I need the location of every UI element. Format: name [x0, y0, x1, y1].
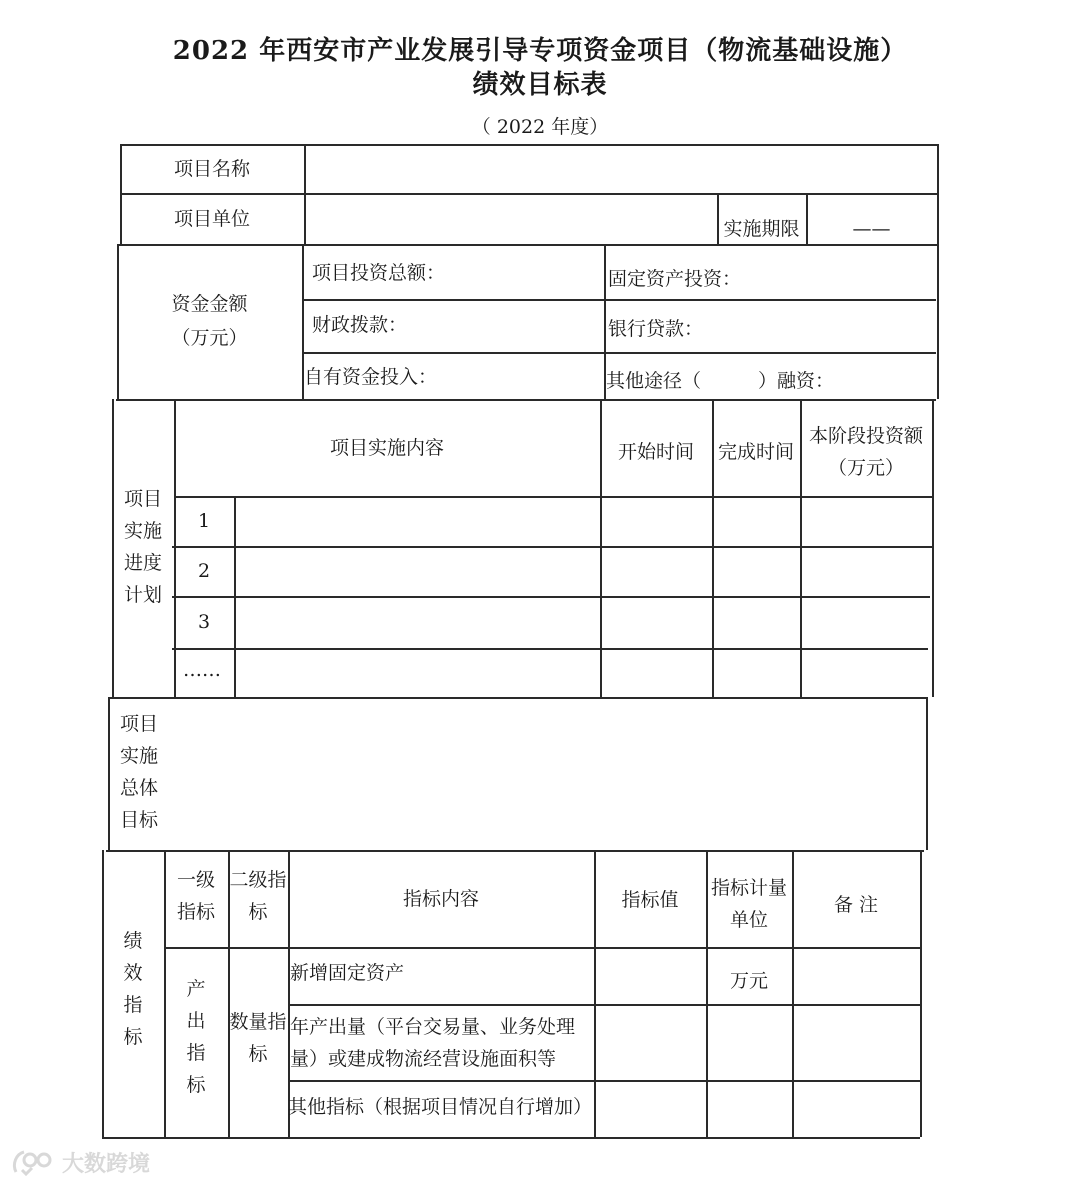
project-name-label: 项目名称: [173, 157, 250, 180]
document-year: （ 2022 年度）: [471, 116, 609, 138]
indicator-annual-output-line2: 量）或建成物流经营设施面积等: [290, 1048, 557, 1070]
start-time-header: 开始时间: [617, 441, 694, 463]
indicator-other: 其他指标（根据项目情况自行增加）: [288, 1096, 593, 1118]
remark-header: 备 注: [833, 894, 879, 916]
schedule-row-number: ……: [183, 659, 221, 681]
period-label: 实施期限: [723, 217, 800, 240]
project-unit-value: [304, 193, 717, 244]
indicator-unit-header: 指标计量 单位: [710, 877, 787, 931]
end-time-header: 完成时间: [717, 441, 794, 463]
schedule-row-number: 3: [197, 611, 211, 633]
quantity-indicator-label: 数量指 标: [229, 1011, 287, 1065]
goal-label: 项目 实施 总体 目标: [119, 713, 158, 831]
output-indicator-label: 产 出 指 标: [186, 978, 206, 1096]
total-investment-label: 项目投资总额：: [312, 262, 446, 284]
self-funds-label: 自有资金投入：: [304, 366, 438, 388]
project-name-value: [304, 144, 937, 193]
watermark-text: 大数跨境: [62, 1151, 151, 1177]
document-title: 2022 年西安市产业发展引导专项资金项目（物流基础设施）: [172, 36, 908, 66]
schedule-label: 项目 实施 进度 计划: [123, 488, 162, 606]
project-unit-label: 项目单位: [173, 207, 250, 230]
level1-header: 一级 指标: [176, 869, 215, 923]
indicator-fixed-asset-unit: 万元: [729, 970, 768, 992]
watermark: [10, 1146, 150, 1178]
indicator-fixed-asset: 新增固定资产: [290, 962, 405, 984]
period-value: ——: [852, 217, 891, 240]
level2-header: 二级指 标: [229, 869, 287, 923]
funds-unit: （万元）: [171, 327, 248, 349]
indicator-annual-output-line1: 年产出量（平台交易量、业务处理: [290, 1016, 576, 1038]
fixed-asset-label: 固定资产投资：: [608, 268, 742, 290]
schedule-row-number: 2: [197, 560, 211, 582]
performance-label: 绩 效 指 标: [123, 930, 143, 1048]
indicator-content-header: 指标内容: [402, 887, 479, 910]
bank-loan-label: 银行贷款：: [608, 318, 704, 340]
other-financing-label: 其他途径（ ）融资：: [606, 370, 835, 392]
indicator-value-header: 指标值: [621, 889, 679, 911]
watermark-logo-icon: [10, 1146, 56, 1178]
schedule-row-number: 1: [197, 510, 211, 532]
funds-label: 资金金额: [171, 293, 248, 315]
document-subtitle: 绩效目标表: [472, 70, 608, 100]
content-header: 项目实施内容: [329, 436, 444, 459]
fiscal-label: 财政拨款：: [312, 314, 408, 336]
amount-header: 本阶段投资额 （万元）: [808, 425, 923, 479]
